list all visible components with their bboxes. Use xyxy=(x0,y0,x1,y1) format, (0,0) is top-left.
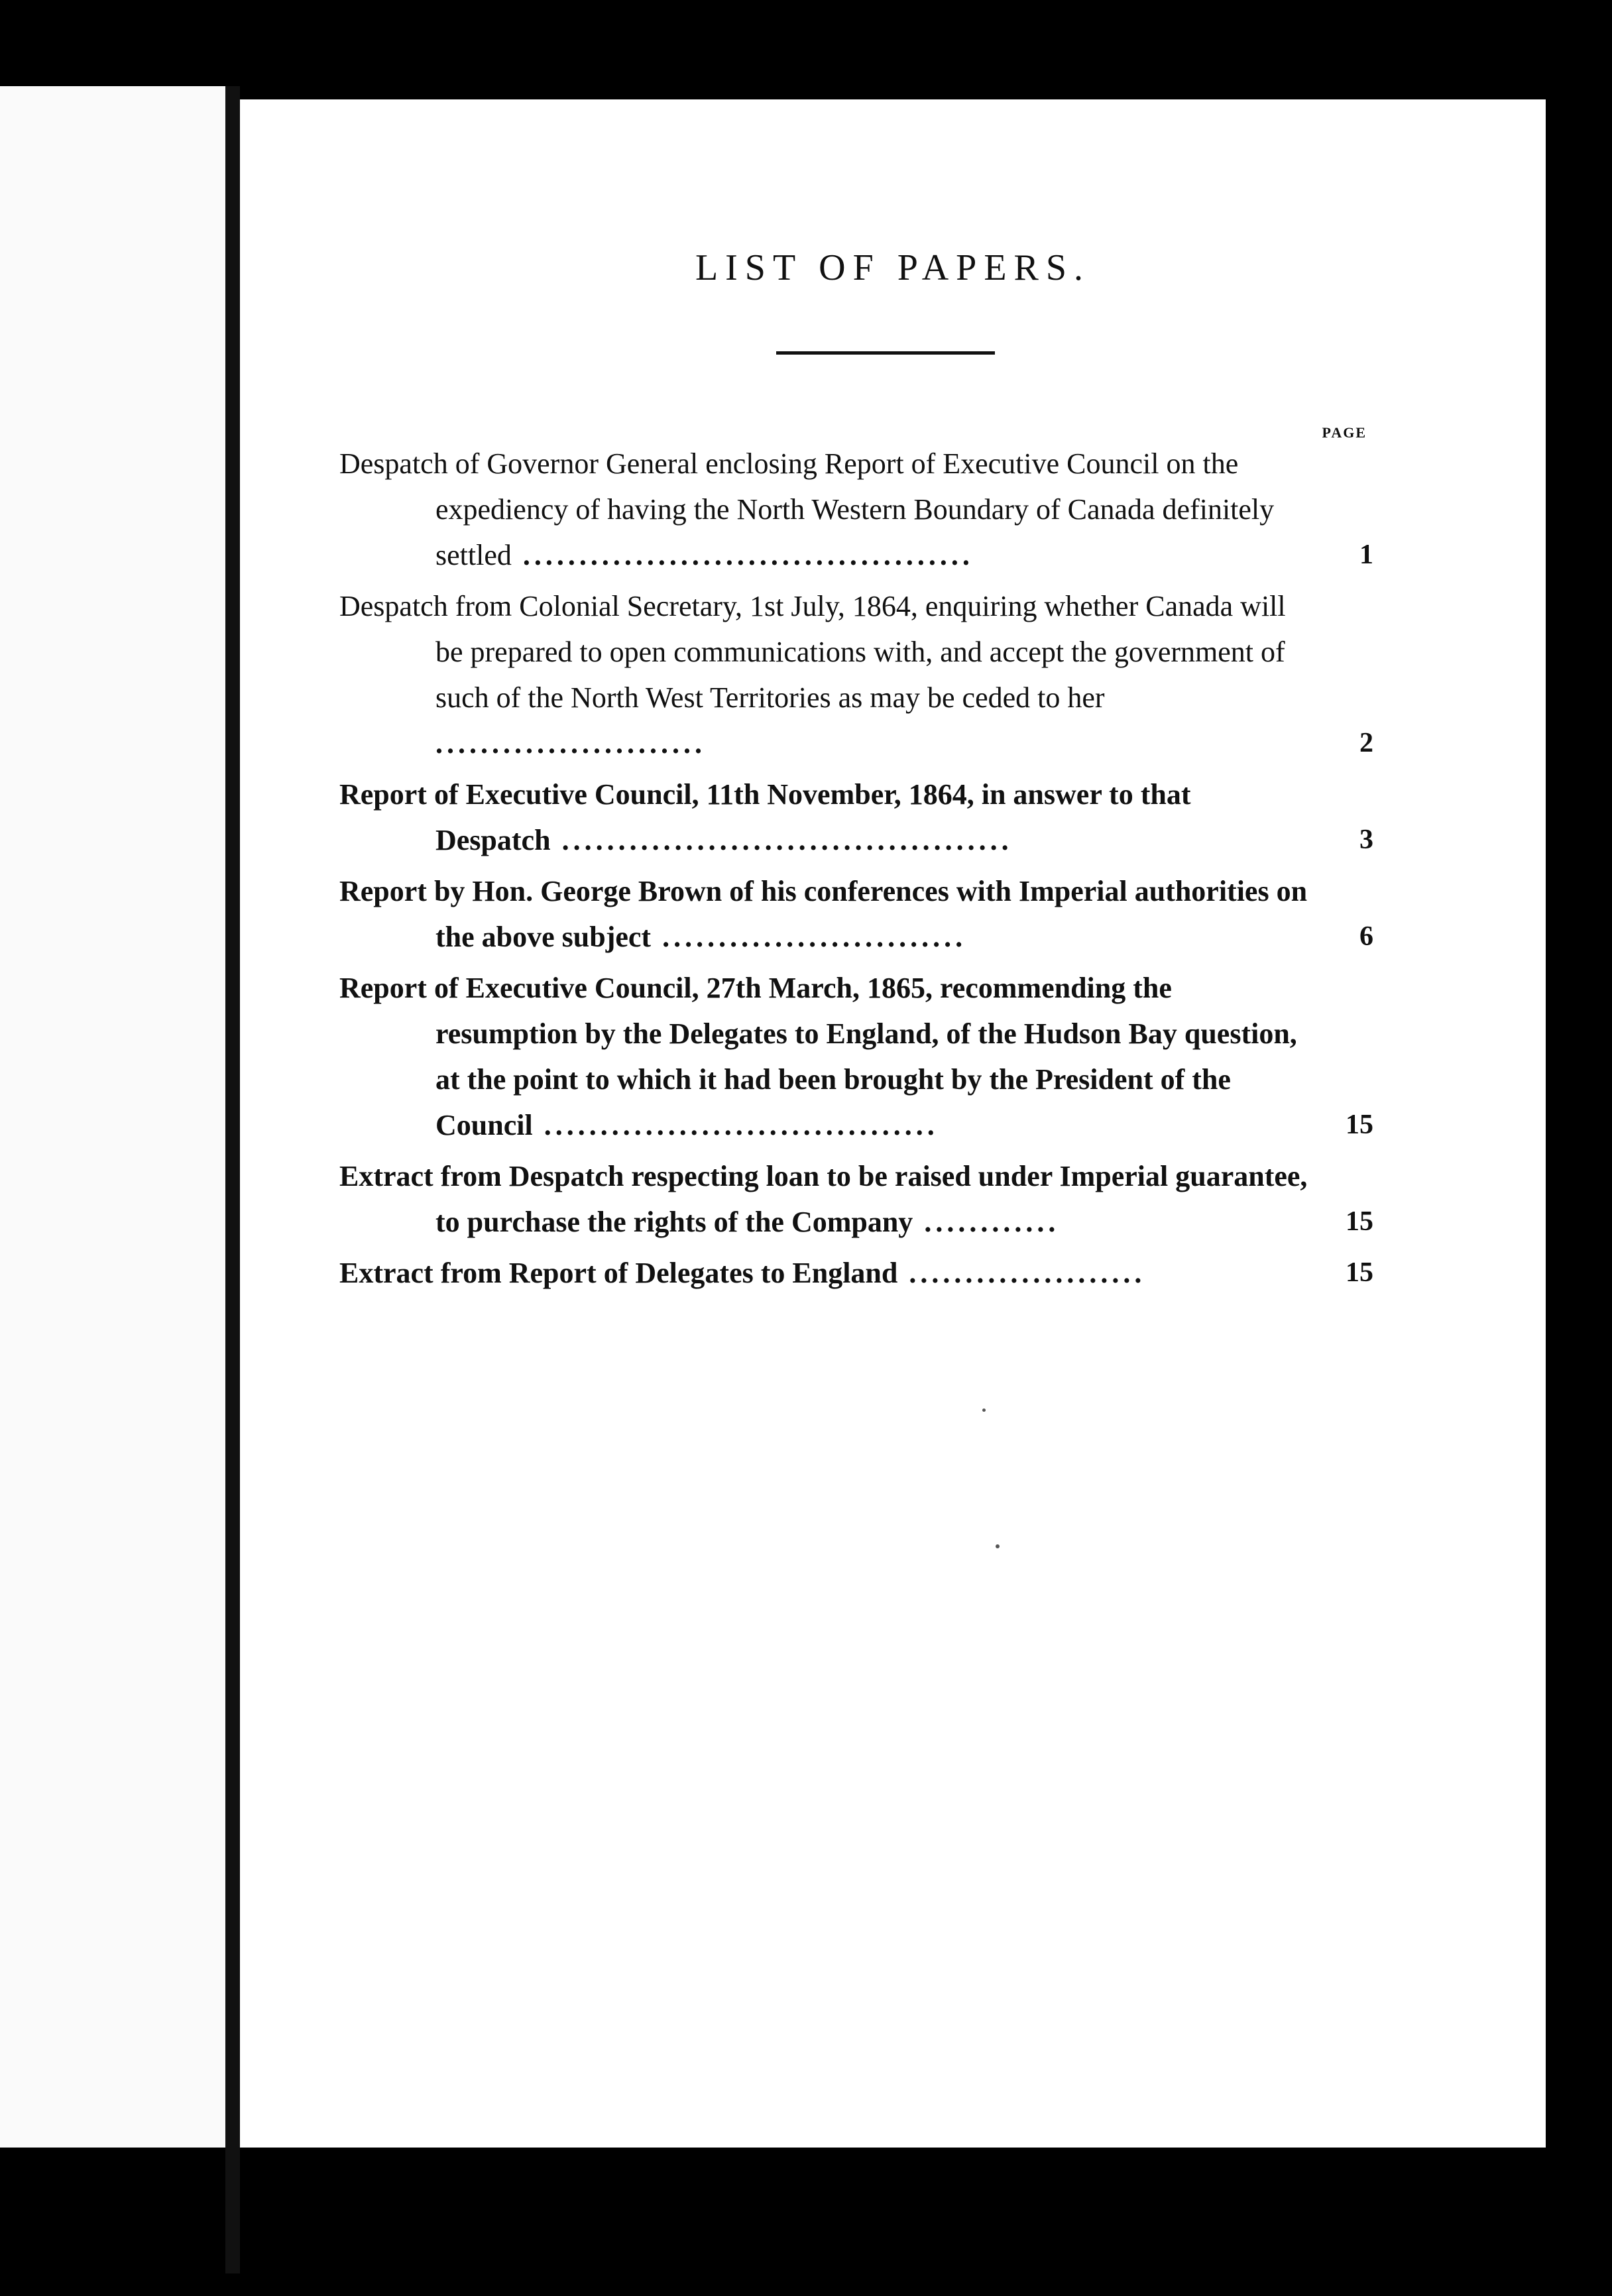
left-page xyxy=(0,86,225,2148)
contents-entry xyxy=(339,441,1373,578)
entry-page-number: 3 xyxy=(1359,825,1373,855)
contents-list xyxy=(339,441,1373,1301)
document-page xyxy=(240,99,1546,2148)
title-rule xyxy=(776,351,995,355)
contents-entry xyxy=(339,1153,1373,1245)
dot-leader: ........................................ xyxy=(550,824,1013,856)
contents-entry xyxy=(339,868,1373,960)
paper-speck xyxy=(982,1408,986,1412)
contents-entry xyxy=(339,583,1373,766)
entry-text: Despatch from Colonial Secretary, 1st July, 1864, enquiring whether Canada will be prepared to open communications with, and accept the government of such of the North West Territories as may be ceded to her xyxy=(339,590,1286,714)
paper-speck xyxy=(996,1544,1000,1548)
entry-text: Report by Hon. George Brown of his conferences with Imperial authorities on the above subject xyxy=(339,875,1308,953)
contents-entry xyxy=(339,965,1373,1148)
entry-page-number: 15 xyxy=(1346,1206,1373,1237)
entry-page-number: 6 xyxy=(1359,921,1373,952)
entry-text: Despatch of Governor General enclosing Report of Executive Council on the expediency of having the North Western Boundary of Canada definitely settled xyxy=(339,447,1275,571)
dot-leader: ........................ xyxy=(435,727,706,760)
dot-leader: ................................... xyxy=(532,1109,939,1141)
page-title: LIST OF PAPERS. xyxy=(695,247,1091,288)
entry-page-number: 2 xyxy=(1359,728,1373,758)
entry-text: Report of Executive Council, 11th November, 1864, in answer to that Despatch xyxy=(339,778,1191,856)
entry-page-number: 1 xyxy=(1359,540,1373,570)
entry-page-number: 15 xyxy=(1346,1110,1373,1140)
contents-entry xyxy=(339,772,1373,863)
page-column-header: PAGE xyxy=(1322,424,1367,441)
dot-leader: ............ xyxy=(913,1206,1060,1238)
entry-text: Extract from Despatch respecting loan to be raised under Imperial guarantee, to purchase the rights of the Company xyxy=(339,1160,1308,1238)
book-spine xyxy=(225,86,240,2273)
entry-text: Extract from Report of Delegates to England xyxy=(339,1257,898,1289)
entry-page-number: 15 xyxy=(1346,1257,1373,1288)
dot-leader: ........................................ xyxy=(511,539,974,571)
entry-text: Report of Executive Council, 27th March, 1865, recommending the resumption by the Delegates to England, of the Hudson Bay question, at the point to which it had been brought by the President of the Council xyxy=(339,972,1297,1141)
dot-leader: ........................... xyxy=(651,921,967,953)
contents-entry xyxy=(339,1250,1373,1296)
dot-leader: ..................... xyxy=(897,1257,1146,1289)
